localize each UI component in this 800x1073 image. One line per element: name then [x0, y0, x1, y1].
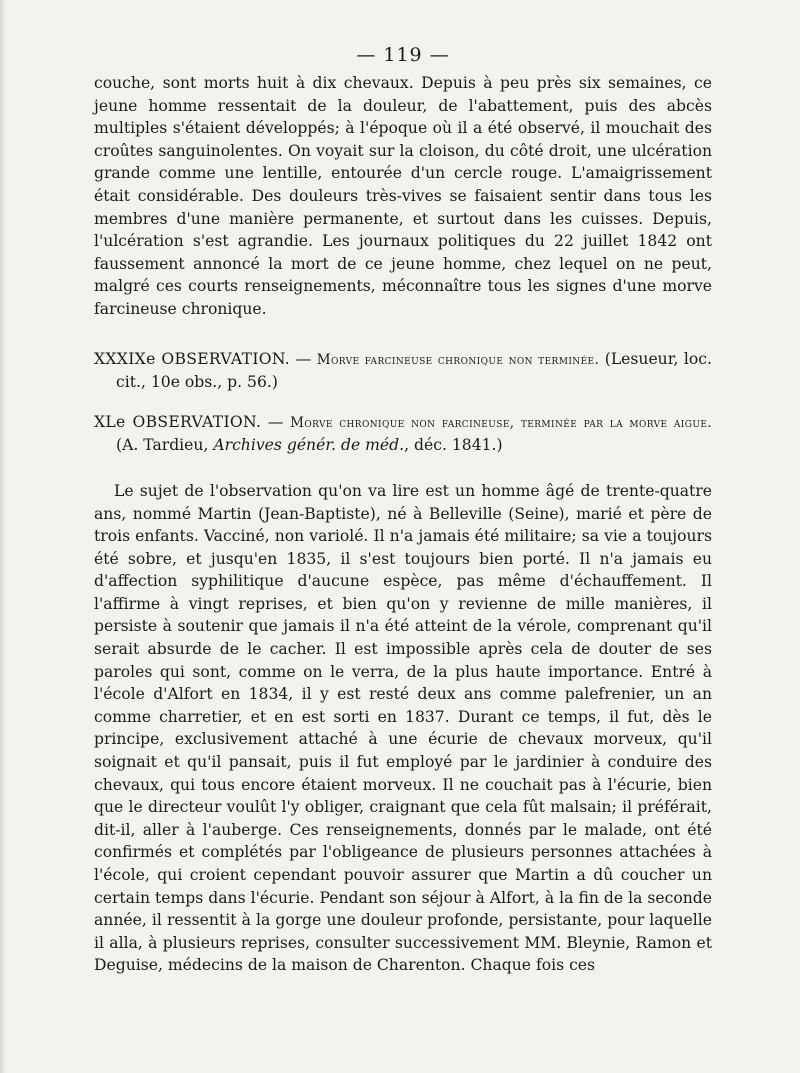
observation-39-subtitle: Morve farcineuse chronique non terminée. [316, 351, 600, 368]
observation-40-title: XLe OBSERVATION. [94, 412, 262, 431]
observation-40-body-paragraph: Le sujet de l'observation qu'on va lire est un homme âgé de trente-quatre ans, nommé Martin (Jean-Baptiste), né à Belleville (Seine), marié et père de trois enfants. Vacciné, non variolé. Il n'a jamais été militaire; sa vie a toujours été sobre, et jusqu'en 1835, il s'est toujours bien porté. Il n'a jamais eu d'affection syphilitique d'aucune espèce, pas même d'échauffement. Il l'affirme à vingt reprises, et bien qu'on y revienne de mille manières, il persiste à soutenir que jamais il n'a été atteint de la vérole, comprenant qu'il serait absurde de le cacher. Il est impossible après cela de douter de ses paroles qui sont, comme on le verra, de la plus haute importance. Entré à l'école d'Alfort en 1834, il y est resté deux ans comme palefrenier, un an comme charretier, et en est sorti en 1837. Durant ce temps, il fut, dès le principe, exclusivement attaché à une écurie de chevaux morveux, qu'il soignait et qu'il pansait, puis il fut employé par le jardinier à conduire des chevaux, qui tous encore étaient morveux. Il ne couchait pas à l'écurie, bien que le directeur voulût l'y obliger, craignant que cela fût malsain; il préférait, dit-il, aller à l'auberge. Ces renseignements, donnés par le malade, ont été confirmés et complétés par l'obligeance de plusieurs personnes attachées à l'école, qui croient cependant pouvoir assurer que Martin a dû coucher un certain temps dans l'écurie. Pendant son séjour à Alfort, à la fin de la seconde année, il ressentit à la gorge une douleur profonde, persistante, pour laquelle il alla, à plusieurs reprises, consulter successivement MM. Bleynie, Ramon et Deguise, médecins de la maison de Charenton. Chaque fois ces [94, 481, 712, 975]
observation-39-dash: — [290, 349, 317, 368]
page-number: — 119 — [356, 44, 450, 66]
observation-39-title: XXXIXe OBSERVATION. [94, 349, 291, 368]
observation-40-source-suffix: , déc. 1841.) [404, 436, 503, 455]
continuation-paragraph: couche, sont morts huit à dix chevaux. Depuis à peu près six semaines, ce jeune homme ressentait de la douleur, de l'abattement, puis des abcès multiples s'étaient développés; à l'époque où il a été observé, il mouchait des croûtes sanguinolentes. On voyait sur la cloison, du côté droit, une ulcération grande comme une lentille, entourée d'un cercle rouge. L'amaigrissement était considérable. Des douleurs très-vives se faisaient sentir dans tous les membres d'une manière permanente, et surtout dans les cuisses. Depuis, l'ulcération s'est agrandie. Les journaux politiques du 22 juillet 1842 ont faussement annoncé la mort de ce jeune homme, chez lequel on ne peut, malgré ces courts renseignements, méconnaître tous les signes d'une morve farcineuse chronique. [94, 74, 712, 318]
observation-40-subtitle: Morve chronique non farcineuse, terminée par la morve aigue. [290, 414, 712, 431]
observation-40-heading [94, 411, 712, 457]
observation-39-source: (Lesueur, loc. cit., 10e obs., p. 56.) [116, 349, 713, 392]
observation-40-source-prefix: (A. Tardieu, [116, 436, 214, 455]
observation-39-heading [94, 348, 712, 394]
observation-40-dash: — [261, 412, 291, 431]
observation-40-source-journal: Archives génér. de méd. [213, 436, 405, 455]
